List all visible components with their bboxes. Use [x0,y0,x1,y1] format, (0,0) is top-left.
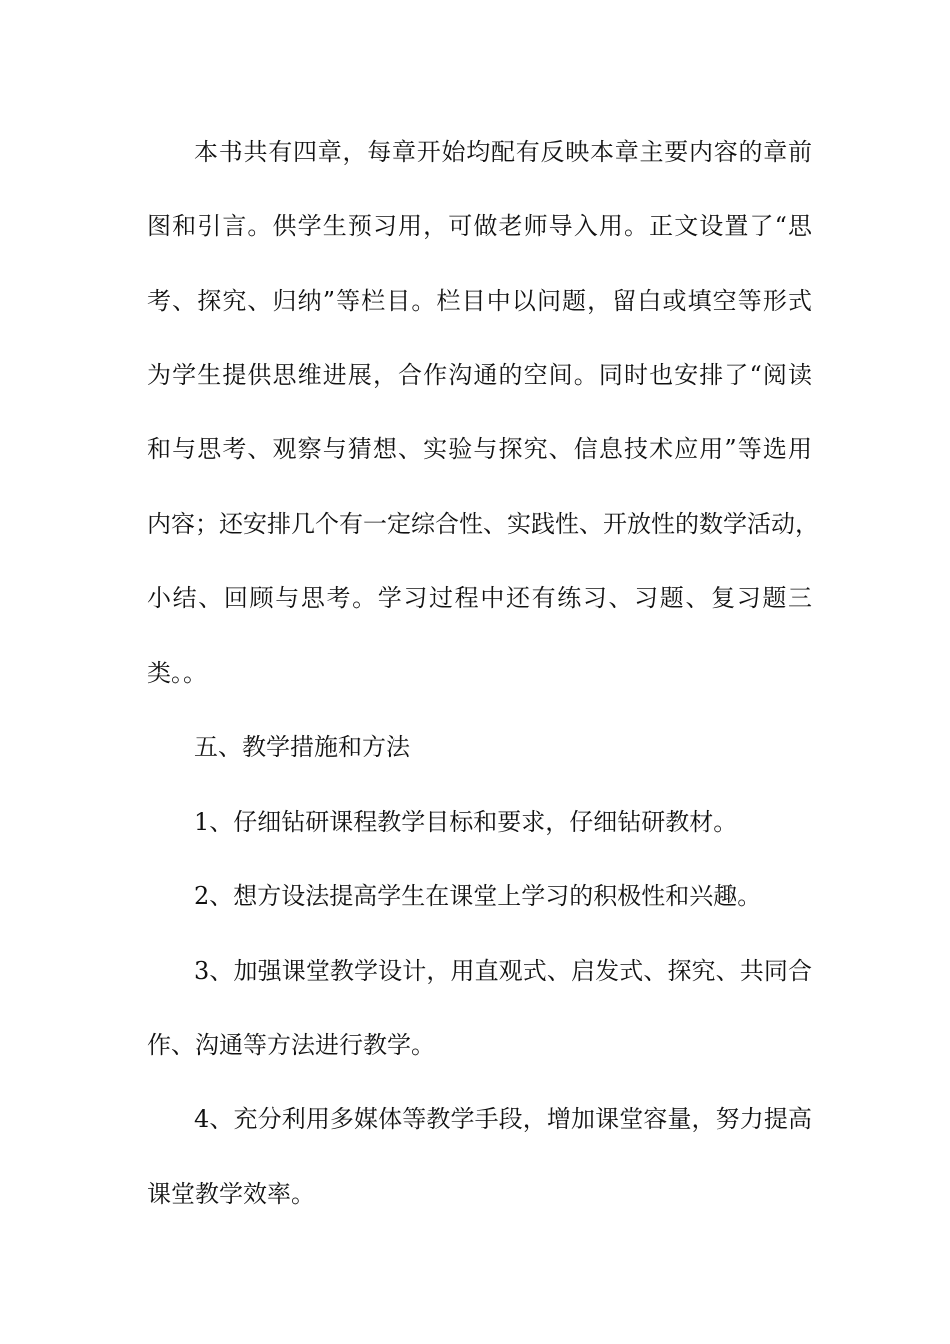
paragraph-line: 考、探究、归纳”等栏目。栏目中以问题，留白或填空等形式 [147,287,812,315]
paragraph-line: 类。。 [147,659,207,687]
paragraph-line: 为学生提供思维进展，合作沟通的空间。同时也安排了“阅读 [147,361,812,389]
list-item: 1、仔细钻研课程教学目标和要求，仔细钻研教材。 [194,808,738,836]
list-item: 3、加强课堂教学设计，用直观式、启发式、探究、共同合 [194,957,812,985]
list-item: 4、充分利用多媒体等教学手段，增加课堂容量，努力提高 [194,1105,812,1133]
list-item: 2、想方设法提高学生在课堂上学习的积极性和兴趣。 [194,882,762,910]
list-item-continuation: 作、沟通等方法进行教学。 [147,1031,435,1059]
paragraph-line: 内容；还安排几个有一定综合性、实践性、开放性的数学活动， [147,510,819,538]
paragraph-line: 和与思考、观察与猜想、实验与探究、信息技术应用”等选用 [147,435,812,463]
section-heading: 五、教学措施和方法 [194,733,410,761]
paragraph-line: 小结、回顾与思考。学习过程中还有练习、习题、复习题三 [147,584,812,612]
list-item-continuation: 课堂教学效率。 [147,1180,315,1208]
paragraph-line: 图和引言。供学生预习用，可做老师导入用。正文设置了“思 [147,212,812,240]
paragraph-line: 本书共有四章，每章开始均配有反映本章主要内容的章前 [194,138,812,166]
